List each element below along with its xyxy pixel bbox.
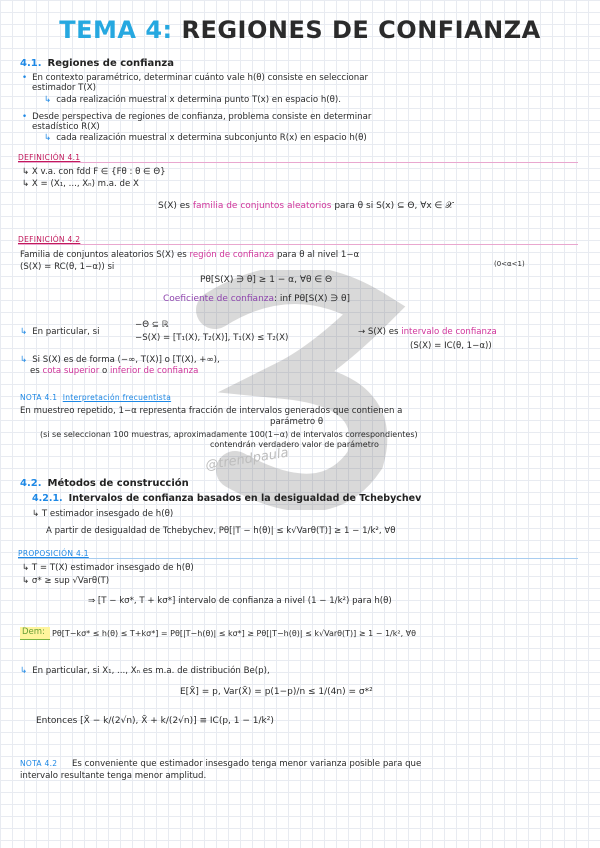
def41-line-2: ↳ X = (X₁, ..., Xₙ) m.a. de X [22,179,139,189]
nota41-line-2: parámetro θ [270,417,324,427]
example-line-2: E[X̄] = p, Var(X̄) = p(1−p)/n ≤ 1/(4n) = σ*² [180,687,373,697]
def42-line-3: Pθ[S(X) ∋ θ] ≥ 1 − α, ∀θ ∈ Θ [200,275,333,285]
def42-line-5: ↳ En particular, si [20,327,100,337]
page-title: TEMA 4: REGIONES DE CONFIANZA [59,16,541,44]
nota41-line-1: En muestreo repetido, 1−α representa fracción de intervalos generados que contienen a [20,406,403,416]
example-line-1: ↳ En particular, si X₁, ..., Xₙ es m.a. de distribución Be(p), [20,666,270,676]
prop41-line-1: ↳ T = T(X) estimador insesgado de h(θ) [22,563,194,573]
s41-bullet-1b: estimador T(X) [32,83,96,93]
nota42-line-1: Es conveniente que estimador insesgado tenga menor varianza posible para que [72,759,422,769]
definition-divider [18,162,578,163]
dem-label: Dem: [22,627,45,637]
nota-4-1-header: NOTA 4.1 Interpretación frecuentista [20,393,172,402]
def42-line-4: Coeficiente de confianza: inf Pθ[S(X) ∋ θ] [163,294,351,304]
s41-bullet-2b: estadístico R(X) [32,122,100,132]
def41-line-3: S(X) es familia de conjuntos aleatorios para θ si S(x) ⊆ Θ, ∀x ∈ 𝒳 [158,201,453,211]
subsection-4-2-1-heading: 4.2.1. Intervalos de confianza basados en la desigualdad de Tchebychev [32,493,422,504]
prop41-line-3: ⇒ [T − kσ*, T + kσ*] intervalo de confianza a nivel (1 − 1/k²) para h(θ) [88,596,392,606]
proposition-divider [18,558,578,559]
s41-bullet-2: • Desde perspectiva de regiones de confianza, problema consiste en determinar [22,112,372,122]
def42-line-5-result: → S(X) es intervalo de confianza [358,327,497,337]
s42-line-1: ↳ T estimador insesgado de h(θ) [32,509,174,519]
def42-cond-2: −S(X) = [T₁(X), T₂(X)], T₁(X) ≤ T₂(X) [135,333,289,343]
section-4-2-heading: 4.2. Métodos de construcción [20,478,189,489]
def42-line-2: (S(X) = RC(θ, 1−α)) si [20,262,115,272]
definition-4-1-header: DEFINICIÓN 4.1 [18,153,81,162]
dem-line-1: Pθ[T−kσ* ≤ h(θ) ≤ T+kσ*] = Pθ[|T−h(θ)| ≤ kσ*] ≥ Pθ[|T−h(θ)| ≤ k√Varθ(T)] ≥ 1 − 1/k², ∀θ [52,629,417,638]
nota42-line-2: intervalo resultante tenga menor amplitud. [20,771,207,781]
example-line-3: Entonces [X̄ − k/(2√n), X̄ + k/(2√n)] ≡ IC(p, 1 − 1/k²) [36,716,274,726]
s42-line-2: A partir de desigualdad de Tchebychev, Pθ[|T − h(θ)| ≤ k√Varθ(T)] ≥ 1 − 1/k², ∀θ [46,526,396,536]
nota41-line-4: contendrán verdadero valor de parámetro [210,440,379,449]
proposition-4-1-header: PROPOSICIÓN 4.1 [18,549,89,558]
definition-divider [18,244,578,245]
def41-line-1: ↳ X v.a. con fdd F ∈ {Fθ : θ ∈ Θ} [22,167,166,177]
def42-line-6b: es cota superior o inferior de confianza [30,366,199,376]
nota-4-2-header: NOTA 4.2 [20,759,58,768]
s41-bullet-1c: ↳ cada realización muestral x determina punto T(x) en espacio h(θ). [44,95,341,105]
def42-cond-1: −Θ ⊆ ℝ [135,320,169,330]
def42-line-6: ↳ Si S(X) es de forma (−∞, T(X)] o [T(X), +∞), [20,355,220,365]
def42-line-1: Familia de conjuntos aleatorios S(X) es región de confianza para θ al nivel 1−α [20,250,360,260]
watermark-logo [175,270,415,510]
s41-bullet-1: • En contexto paramétrico, determinar cuánto vale h(θ) consiste en seleccionar [22,73,369,83]
watermark-text: @trendpaula [204,445,290,474]
def42-ic-notation: (S(X) = IC(θ, 1−α)) [410,341,492,351]
prop41-line-2: ↳ σ* ≥ sup √Varθ(T) [22,576,110,586]
s41-bullet-2c: ↳ cada realización muestral x determina subconjunto R(x) en espacio h(θ) [44,133,367,143]
def42-alpha-range: (0<α<1) [494,260,525,268]
nota41-line-3: (si se seleccionan 100 muestras, aproximadamente 100(1−α) de intervalos correspondientes) [40,430,418,439]
section-4-1-heading: 4.1. Regiones de confianza [20,58,174,69]
definition-4-2-header: DEFINICIÓN 4.2 [18,235,81,244]
